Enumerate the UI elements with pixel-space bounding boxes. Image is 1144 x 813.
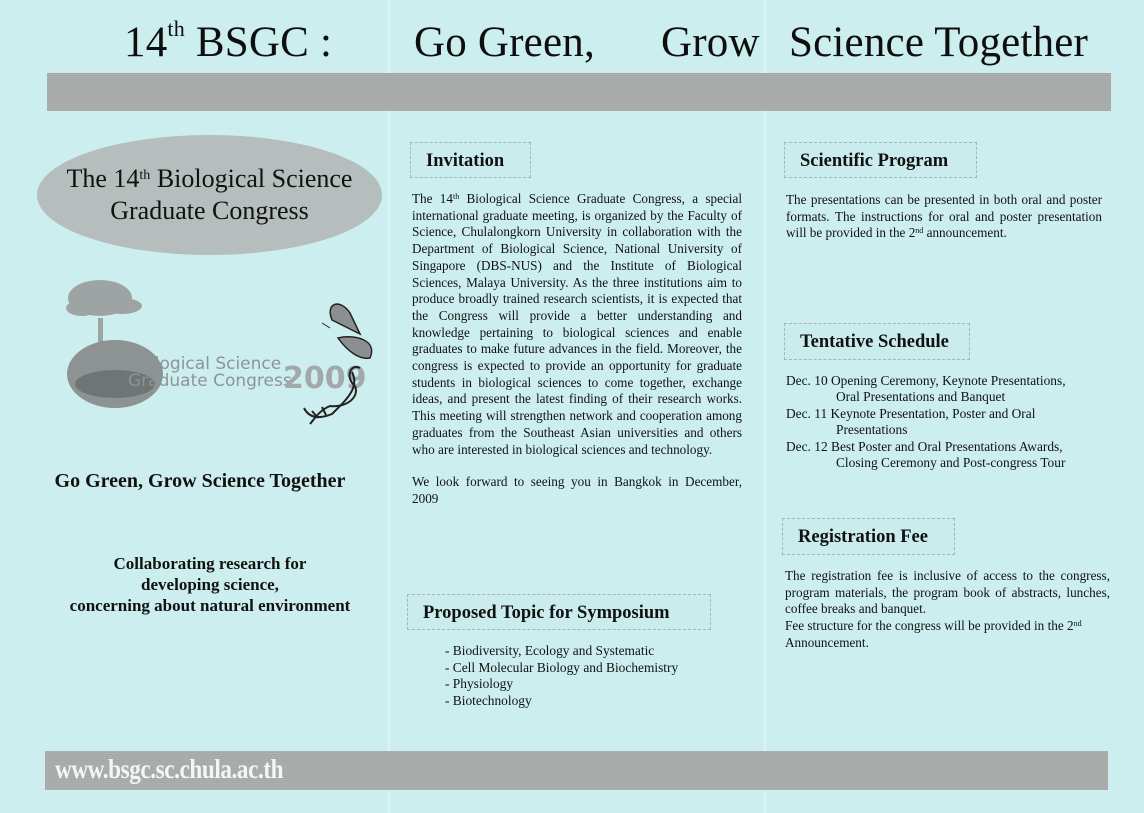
motto-line: developing science,: [141, 575, 279, 594]
motto-line: concerning about natural environment: [69, 596, 351, 615]
schedule-list: [786, 373, 1066, 471]
logo-text-2: Graduate Congress: [128, 371, 292, 391]
fold-line: [764, 0, 766, 813]
title-slogan-2: Grow: [661, 19, 760, 66]
title-slogan-3: Science Together: [789, 19, 1089, 66]
topic-list: [445, 643, 678, 709]
topic-item: - Biotechnology: [445, 692, 532, 708]
schedule-item: Dec. 11 Keynote Presentation, Poster and Oral Presentations: [786, 405, 1036, 438]
scientific-program-text: The presentations can be presented in both oral and poster formats. The instructions for oral and poster presentation will be provided in the 2nd announcement.: [786, 192, 1102, 241]
congress-name: The 14th Biological Science Graduate Congress: [66, 164, 353, 225]
tree-icon: [66, 280, 142, 348]
registration-heading: Registration Fee: [782, 518, 955, 555]
title-slogan-1: Go Green,: [414, 19, 595, 66]
tagline: Go Green, Grow Science Together: [54, 470, 346, 492]
header-bar: [47, 73, 1111, 111]
scientific-program-heading: Scientific Program: [784, 142, 977, 178]
website-link[interactable]: www.bsgc.sc.chula.ac.th: [55, 754, 284, 784]
schedule-date: Dec. 10: [786, 373, 828, 388]
registration-text: The registration fee is inclusive of access to the congress, program materials, the program book of abstracts, lunches, coffee breaks and banquet. Fee structure for the congress will be provided in the 2nd Announcement.: [785, 568, 1110, 650]
invitation-heading: Invitation: [410, 142, 531, 178]
congress-logo: [60, 268, 380, 428]
invitation-text: The 14th Biological Science Graduate Congress, a special international graduate meeting, is organized by the Faculty of Science, Chulalongkorn University in collaboration with the Department of Biological Science, National University of Singapore (DBS-NUS) and the Institute of Biological Sciences, Malaya University. As the three institutions aim to produce broadly trained research scientists, it is expected that the Congress will provide a better understanding and knowledge pertaining to biological sciences and enable graduates to make future advances in the field. Moreover, the congress is expected to provide an opportunity for graduate students in biological sciences to come together, exchange ideas, and present the latest finding of their research works. This meeting will strengthen network and cooperation among graduates from the Southeast Asian universities and others who are interested in biological sciences and technology. We look forward to seeing you in Bangkok in December, 2009: [412, 191, 742, 506]
congress-name-oval: [37, 135, 382, 255]
schedule-heading: Tentative Schedule: [784, 323, 970, 360]
motto-line: Collaborating research for: [113, 554, 307, 573]
topic-item: - Cell Molecular Biology and Biochemistry: [445, 659, 679, 675]
logo-year: 2009: [283, 361, 367, 396]
symposium-heading: Proposed Topic for Symposium: [407, 594, 711, 630]
footer-bar: [45, 751, 1108, 790]
logo-text-1: Biological Science: [128, 354, 282, 374]
schedule-item: Dec. 10 Opening Ceremony, Keynote Presentations, Oral Presentations and Banquet: [786, 373, 1066, 405]
topic-item: - Physiology: [445, 676, 514, 692]
invitation-closing: We look forward to seeing you in Bangkok in December, 2009: [412, 474, 742, 506]
title-event: 14th BSGC :: [124, 16, 333, 66]
fold-line: [388, 0, 390, 813]
page-title: [124, 18, 1124, 78]
schedule-date: Dec. 11: [786, 405, 828, 421]
topic-item: - Biodiversity, Ecology and Systematic: [445, 643, 655, 658]
schedule-item: Dec. 12 Best Poster and Oral Presentations Awards, Closing Ceremony and Post-congress Tour: [786, 438, 1066, 471]
schedule-date: Dec. 12: [786, 438, 828, 454]
motto: [30, 553, 390, 616]
butterfly-icon: [322, 304, 372, 358]
